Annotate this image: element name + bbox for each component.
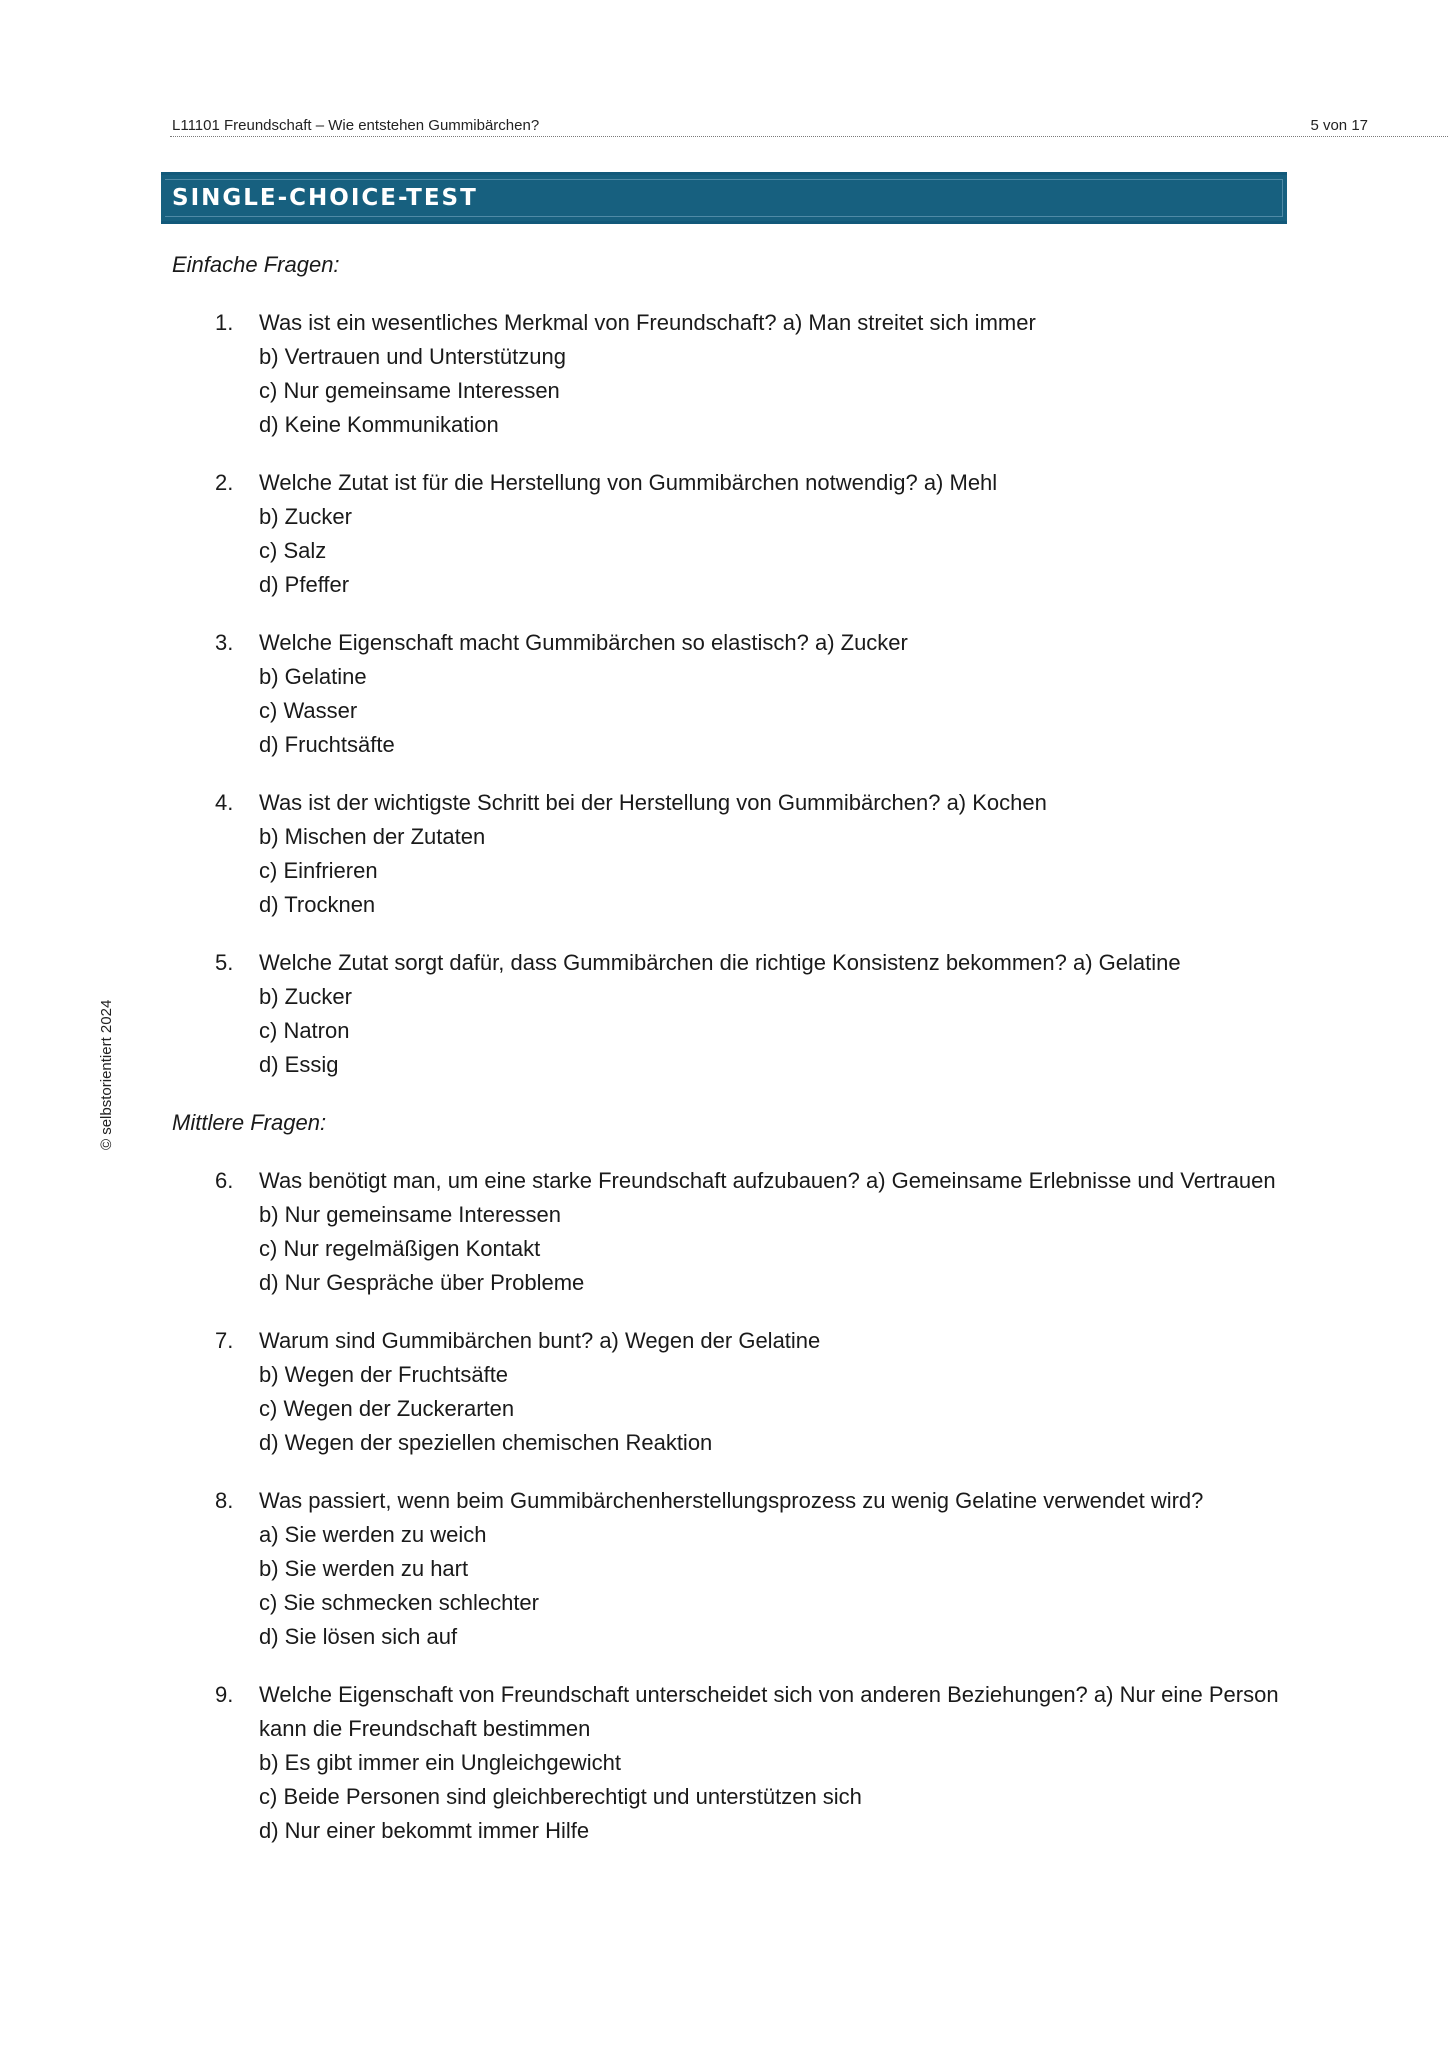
question-8 [172, 1484, 1292, 1654]
question-number: 4. [215, 790, 234, 815]
question-9 [172, 1678, 1292, 1848]
question-number: 6. [215, 1168, 234, 1193]
answer-option: c) Einfrieren [259, 858, 378, 883]
question-number: 9. [215, 1682, 234, 1707]
answer-option: d) Trocknen [259, 892, 376, 917]
section-banner [161, 172, 1287, 224]
answer-option: b) Es gibt immer ein Ungleichgewicht [259, 1750, 621, 1775]
answer-option: c) Natron [259, 1018, 350, 1043]
question-number: 3. [215, 630, 234, 655]
answer-option: b) Zucker [259, 504, 352, 529]
answer-option: d) Sie lösen sich auf [259, 1624, 458, 1649]
question-text: Was benötigt man, um eine starke Freundschaft aufzubauen? a) Gemeinsame Erlebnisse und Vertrauen [259, 1168, 1276, 1193]
section-heading-einfache: Einfache Fragen: [172, 252, 340, 277]
answer-option: b) Mischen der Zutaten [259, 824, 486, 849]
document-title: L11101 Freundschaft – Wie entstehen Gummibärchen? [172, 117, 540, 134]
question-text: Welche Eigenschaft macht Gummibärchen so elastisch? a) Zucker [259, 630, 908, 655]
question-2 [172, 466, 1292, 602]
answer-option: d) Nur Gespräche über Probleme [259, 1270, 585, 1295]
answer-option: c) Beide Personen sind gleichberechtigt und unterstützen sich [259, 1784, 862, 1809]
answer-option: c) Nur gemeinsame Interessen [259, 378, 560, 403]
section-heading-mittlere: Mittlere Fragen: [172, 1110, 327, 1135]
answer-option: a) Sie werden zu weich [259, 1522, 487, 1547]
question-text: Welche Zutat ist für die Herstellung von Gummibärchen notwendig? a) Mehl [259, 470, 998, 495]
question-text: Was ist ein wesentliches Merkmal von Freundschaft? a) Man streitet sich immer [259, 310, 1036, 335]
answer-option: b) Nur gemeinsame Interessen [259, 1202, 562, 1227]
question-text: Welche Eigenschaft von Freundschaft unterscheidet sich von anderen Beziehungen? a) Nur eine Person kann die Freundschaft bestimmen [259, 1682, 1279, 1741]
answer-option: c) Salz [259, 538, 327, 563]
answer-option: b) Zucker [259, 984, 352, 1009]
answer-option: d) Fruchtsäfte [259, 732, 395, 757]
copyright-note: © selbstorientiert 2024 [98, 999, 115, 1150]
page-header [170, 116, 1448, 137]
question-5 [172, 946, 1292, 1082]
question-6 [172, 1164, 1292, 1300]
answer-option: d) Pfeffer [259, 572, 350, 597]
question-text: Was ist der wichtigste Schritt bei der Herstellung von Gummibärchen? a) Kochen [259, 790, 1047, 815]
page-number: 5 von 17 [1310, 117, 1368, 134]
question-number: 7. [215, 1328, 234, 1353]
question-number: 8. [215, 1488, 234, 1513]
answer-option: d) Keine Kommunikation [259, 412, 499, 437]
answer-option: c) Wegen der Zuckerarten [259, 1396, 515, 1421]
question-text: Was passiert, wenn beim Gummibärchenherstellungsprozess zu wenig Gelatine verwendet wird? [259, 1488, 1204, 1513]
question-list-mittlere [172, 1164, 1292, 1848]
answer-option: c) Nur regelmäßigen Kontakt [259, 1236, 541, 1261]
answer-option: c) Wasser [259, 698, 358, 723]
answer-option: b) Gelatine [259, 664, 367, 689]
question-3 [172, 626, 1292, 762]
question-number: 2. [215, 470, 234, 495]
answer-option: b) Wegen der Fruchtsäfte [259, 1362, 509, 1387]
question-7 [172, 1324, 1292, 1460]
answer-option: c) Sie schmecken schlechter [259, 1590, 539, 1615]
banner-title: SINGLE-CHOICE-TEST [172, 185, 478, 211]
quiz-content [172, 248, 1292, 1872]
answer-option: d) Wegen der speziellen chemischen Reaktion [259, 1430, 713, 1455]
question-list-einfache [172, 306, 1292, 1082]
question-4 [172, 786, 1292, 922]
question-number: 1. [215, 310, 234, 335]
answer-option: d) Essig [259, 1052, 339, 1077]
question-1 [172, 306, 1292, 442]
question-text: Welche Zutat sorgt dafür, dass Gummibärchen die richtige Konsistenz bekommen? a) Gelatine [259, 950, 1181, 975]
answer-option: b) Vertrauen und Unterstützung [259, 344, 566, 369]
question-number: 5. [215, 950, 234, 975]
answer-option: b) Sie werden zu hart [259, 1556, 469, 1581]
question-text: Warum sind Gummibärchen bunt? a) Wegen der Gelatine [259, 1328, 821, 1353]
answer-option: d) Nur einer bekommt immer Hilfe [259, 1818, 590, 1843]
